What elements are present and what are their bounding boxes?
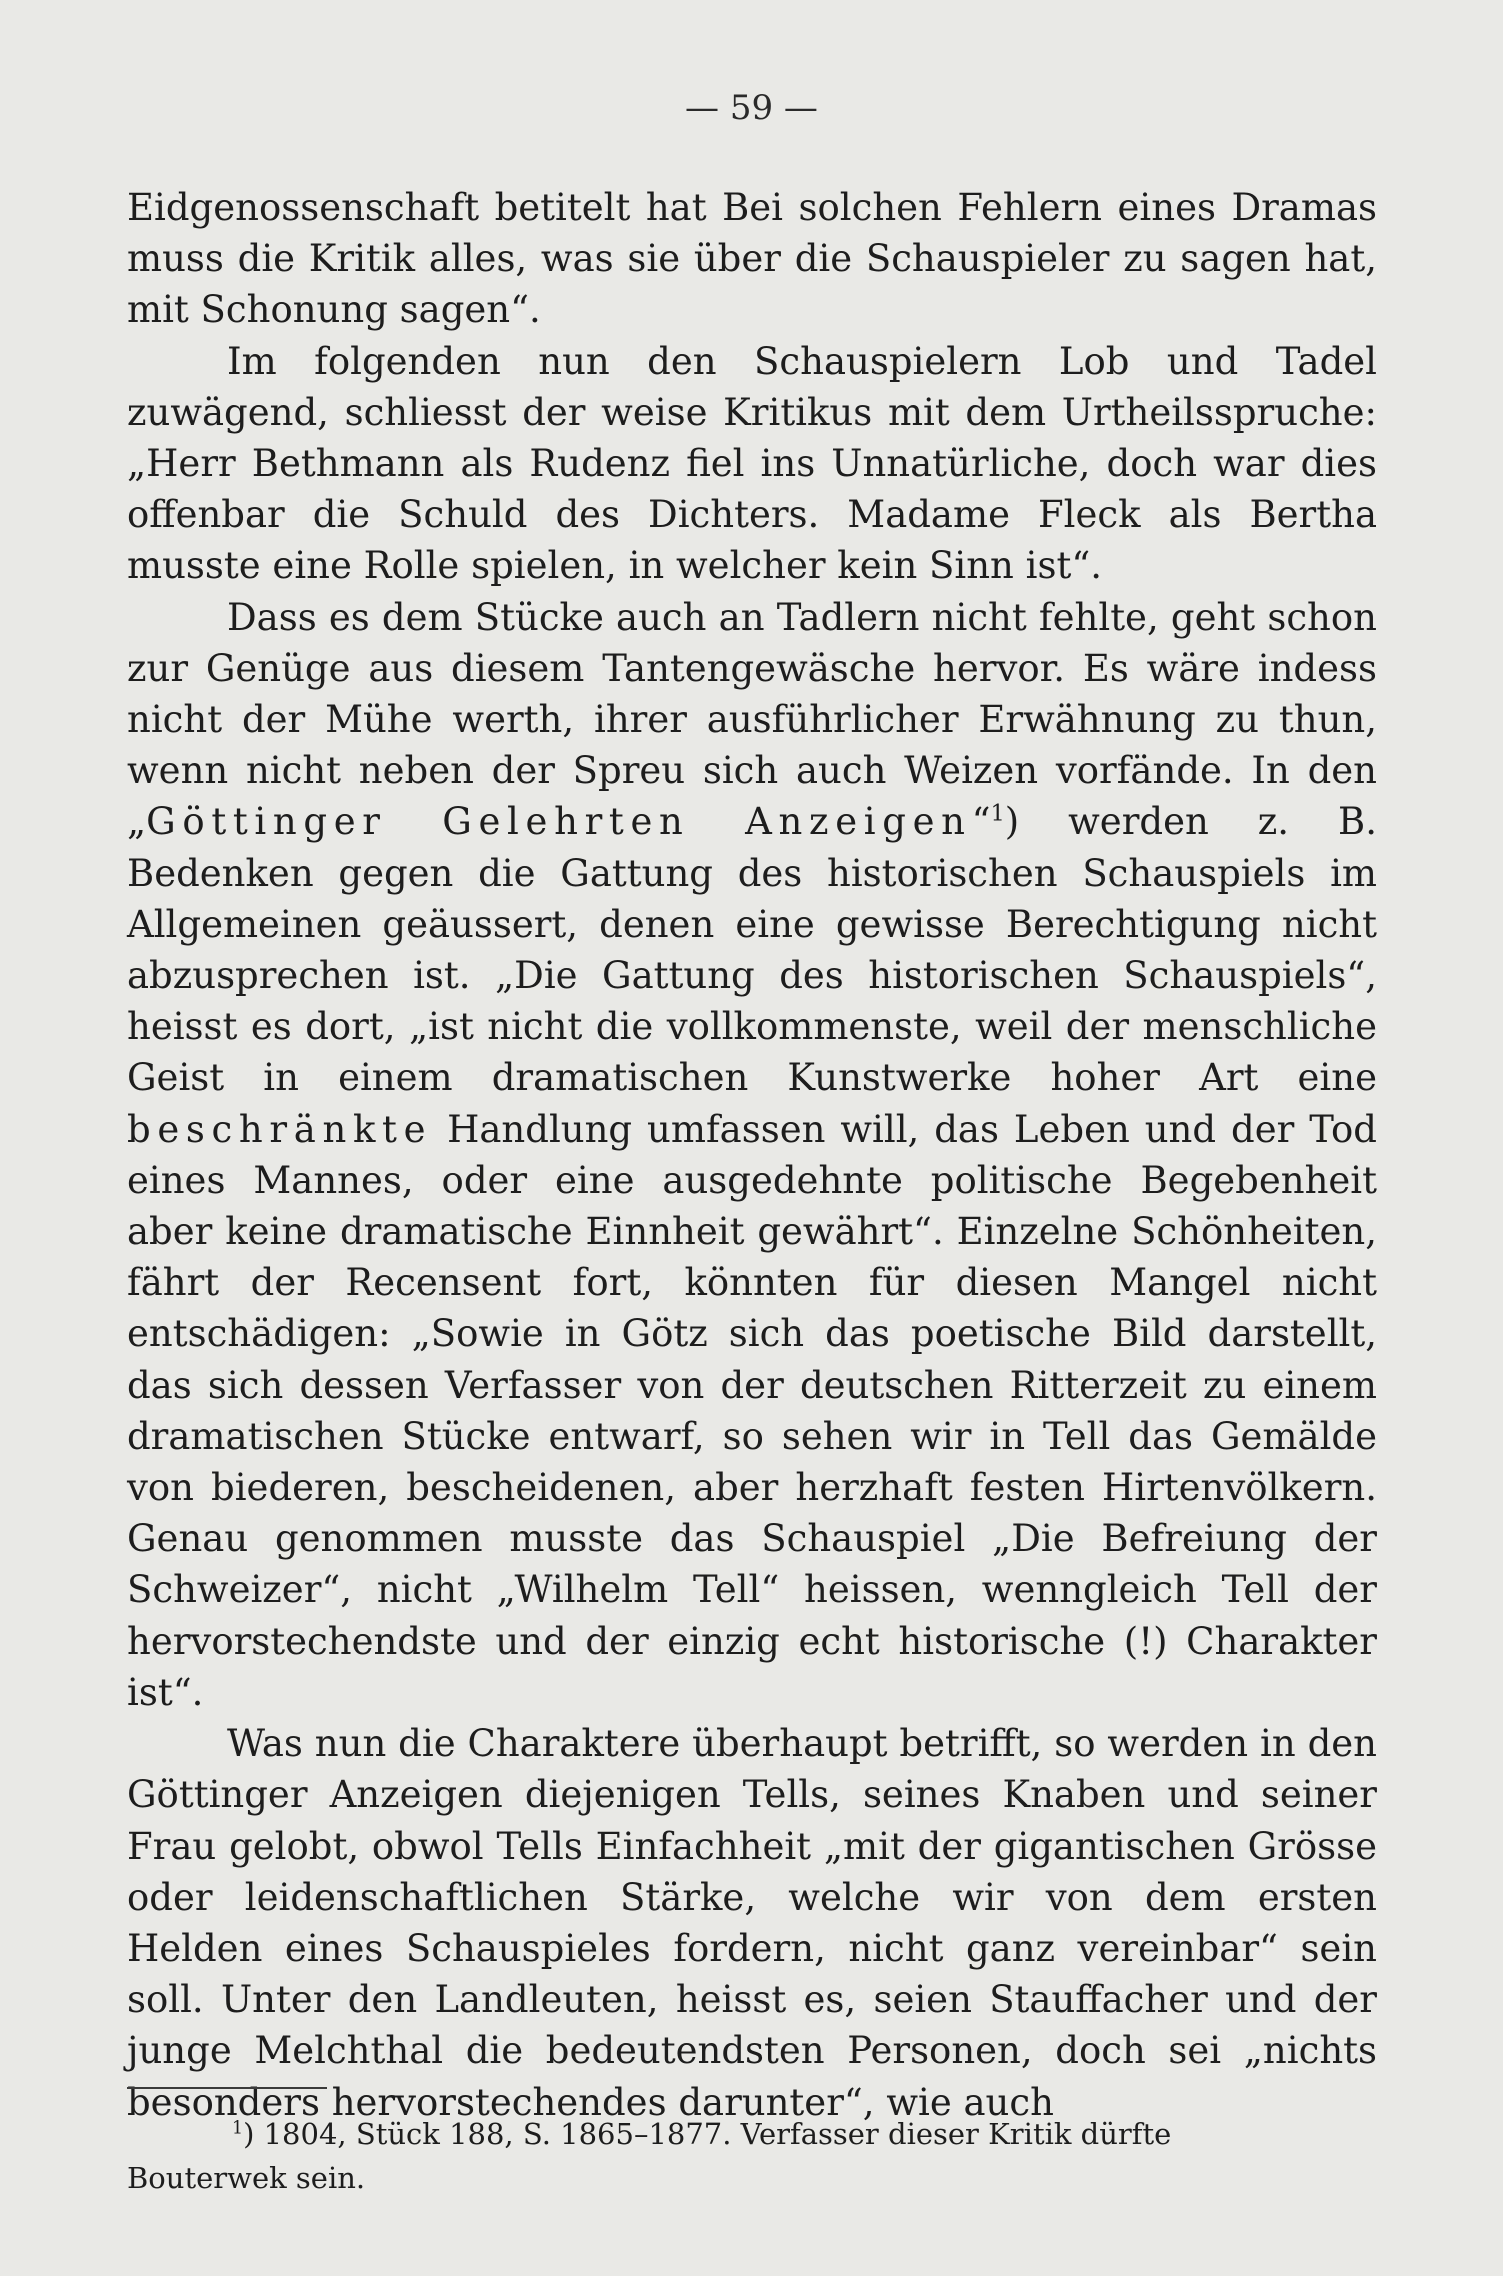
footnote-line-2: Bouterwek sein. — [127, 2161, 366, 2195]
footnote-ref: 1 — [990, 801, 1005, 828]
footnote — [127, 2112, 1377, 2200]
body-text — [127, 182, 1377, 2128]
spaced-title-goettinger-anzeigen: Göttinger Gelehrten Anzeigen — [146, 800, 972, 844]
paragraph-1: Eidgenossenschaft betitelt hat Bei solchen Fehlern eines Dramas muss die Kritik alles, was sie über die Schauspieler zu sagen hat, mit Schonung sagen“. — [127, 186, 1377, 332]
page-number: — 59 — — [685, 88, 818, 128]
spaced-word-beschraenkte: beschränkte — [127, 1107, 433, 1151]
footnote-divider — [127, 2087, 327, 2089]
paragraph-3-text-a: Dass es dem Stücke auch an Tadlern nicht fehlte, geht schon zur Genüge aus diesem Tantengewäsche hervor. Es wäre indess nicht der Mühe werth, ihrer ausführlicher Erwähnung zu thun, wenn nicht neben der Spreu sich auch Weizen vorfände. In den „ — [127, 595, 1377, 844]
closing-quote: “ — [971, 800, 991, 844]
paragraph-3-text-d: Handlung umfassen will, das Leben und der Tod eines Mannes, oder eine ausgedehnte politische Begebenheit aber keine dramatische Einnheit gewährt“. Einzelne Schönheiten, fährt der Recensent fort, könnten für diesen Mangel nicht entschädigen: „Sowie in Götz sich das poetische Bild darstellt, das sich dessen Verfasser von der deutschen Ritterzeit zu einem dramatischen Stücke entwarf, so sehen wir in Tell das Gemälde von biederen, bescheidenen, aber herzhaft festen Hirtenvölkern. Genau genommen musste das Schauspiel „Die Befreiung der Schweizer“, nicht „Wilhelm Tell“ heissen, wenngleich Tell der hervorstechendste und der einzig echt historische (!) Charakter ist“. — [127, 1107, 1377, 1714]
paragraph-3 — [127, 592, 1377, 1718]
paragraph-2: Im folgenden nun den Schauspielern Lob und Tadel zuwägend, schliesst der weise Kritikus mit dem Urtheilsspruche: „Herr Bethmann als Rudenz fiel ins Unnatürliche, doch war dies offenbar die Schuld des Dichters. Madame Fleck als Bertha musste eine Rolle spielen, in welcher kein Sinn ist“. — [127, 339, 1377, 588]
footnote-marker: 1 — [232, 2118, 244, 2139]
footnote-line-1 — [127, 2112, 1377, 2156]
paragraph-3-text-c: ) werden z. B. Bedenken gegen die Gattung des historischen Schauspiels im Allgemeinen geäussert, denen eine gewisse Berechtigung nicht abzusprechen ist. „Die Gattung des historischen Schauspiels“, heisst es dort, „ist nicht die vollkommenste, weil der menschliche Geist in einem dramatischen Kunstwerke hoher Art eine — [127, 800, 1377, 1100]
paragraph-4: Was nun die Charaktere überhaupt betrifft, so werden in den Göttinger Anzeigen diejenigen Tells, seines Knaben und seiner Frau gelobt, obwol Tells Einfachheit „mit der gigantischen Grösse oder leidenschaftlichen Stärke, welche wir von dem ersten Helden eines Schauspieles fordern, nicht ganz vereinbar“ sein soll. Unter den Landleuten, heisst es, seien Stauffacher und der junge Melchthal die bedeutendsten Personen, doch sei „nichts besonders hervorstechendes darunter“, wie auch — [127, 1722, 1377, 2124]
footnote-text-1: ) 1804, Stück 188, S. 1865–1877. Verfasser dieser Kritik dürfte — [243, 2117, 1172, 2151]
